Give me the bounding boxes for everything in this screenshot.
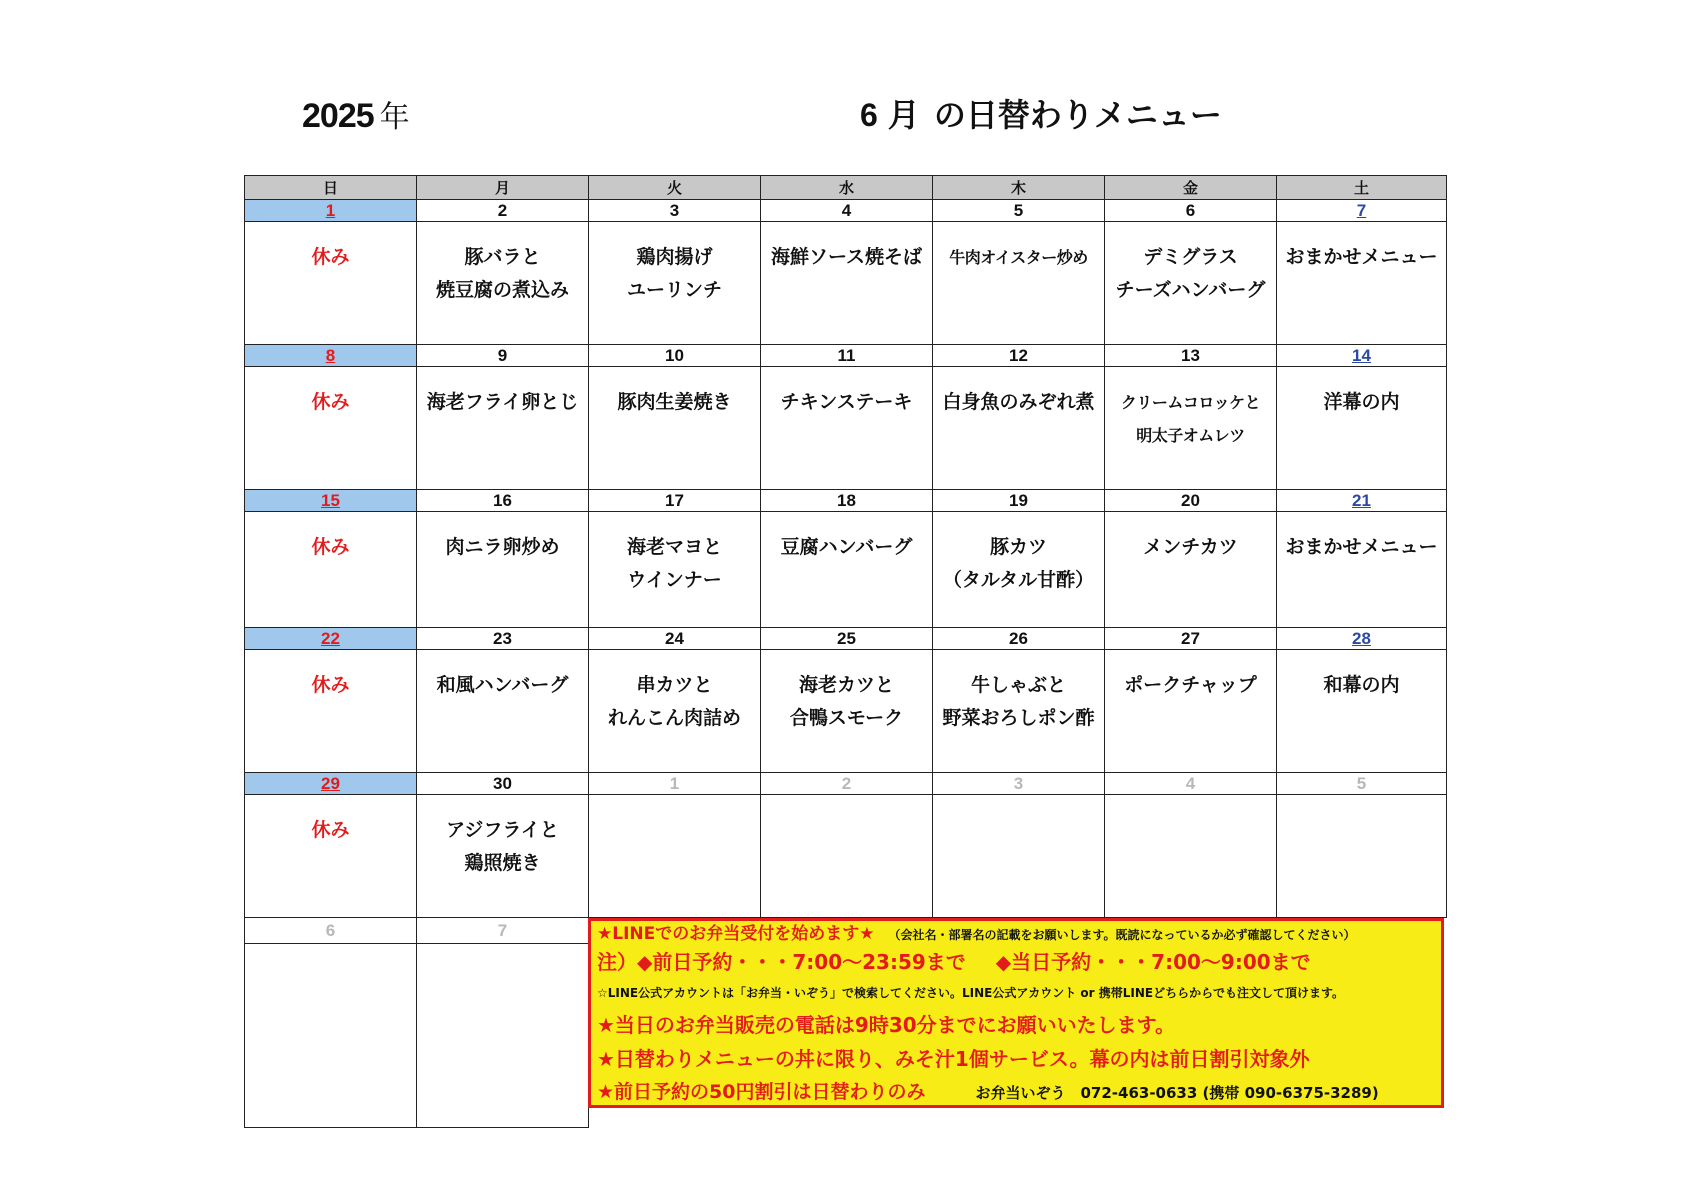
menu-cell — [1105, 795, 1277, 918]
menu-cell — [761, 795, 933, 918]
date-cell: 8 — [245, 345, 417, 367]
menu-text: 豆腐ハンバーグ — [780, 536, 913, 558]
menu-cell — [589, 367, 761, 490]
menu-row — [245, 512, 1447, 628]
date-cell: 18 — [761, 490, 933, 512]
menu-text: 海老カツと — [798, 674, 894, 696]
weekday-mon: 月 — [417, 176, 589, 200]
month-number: 6 — [860, 97, 878, 133]
weekday-thu: 木 — [933, 176, 1105, 200]
menu-text: ウインナー — [627, 569, 722, 591]
date-cell: 24 — [589, 628, 761, 650]
menu-cell — [417, 650, 589, 773]
menu-cell — [933, 795, 1105, 918]
notice-line5: ★日替わりメニューの丼に限り、みそ汁1個サービス。幕の内は前日割引対象外 — [597, 1047, 1310, 1071]
notice-line4: ★当日のお弁当販売の電話は9時30分までにお願いいたします。 — [597, 1013, 1176, 1037]
menu-cell — [1277, 650, 1447, 773]
menu-text: 白身魚のみぞれ煮 — [942, 391, 1095, 413]
shop-contact: お弁当いぞう 072-463-0633 (携帯 090-6375-3289) — [975, 1084, 1379, 1102]
menu-text: 鶏照焼き — [464, 852, 541, 874]
date-cell: 7 — [417, 918, 589, 944]
date-cell: 7 — [1277, 200, 1447, 222]
notice-box — [588, 918, 1444, 1108]
weekday-header-row — [245, 176, 1447, 200]
menu-cell — [589, 512, 761, 628]
date-cell: 14 — [1277, 345, 1447, 367]
menu-text: 明太子オムレツ — [1136, 426, 1245, 445]
page-title — [860, 90, 1222, 136]
menu-text: 焼豆腐の煮込み — [435, 279, 569, 301]
weekday-wed: 水 — [761, 176, 933, 200]
menu-cell — [761, 650, 933, 773]
date-cell: 1 — [245, 200, 417, 222]
notice-line — [597, 946, 1435, 978]
menu-text: 洋幕の内 — [1323, 391, 1400, 413]
menu-cell — [933, 222, 1105, 345]
date-cell: 21 — [1277, 490, 1447, 512]
menu-cell — [589, 650, 761, 773]
menu-cell — [1105, 512, 1277, 628]
date-cell: 20 — [1105, 490, 1277, 512]
date-cell: 12 — [933, 345, 1105, 367]
date-cell: 3 — [589, 200, 761, 222]
menu-text: ポークチャップ — [1124, 674, 1257, 696]
date-cell: 26 — [933, 628, 1105, 650]
date-row — [245, 490, 1447, 512]
menu-cell — [245, 222, 417, 345]
menu-cell — [761, 222, 933, 345]
date-cell: 3 — [933, 773, 1105, 795]
weekday-sun: 日 — [245, 176, 417, 200]
date-cell: 11 — [761, 345, 933, 367]
menu-text: 休み — [311, 391, 350, 413]
menu-row — [245, 650, 1447, 773]
date-cell: 15 — [245, 490, 417, 512]
date-cell: 13 — [1105, 345, 1277, 367]
menu-text: チーズハンバーグ — [1115, 279, 1266, 301]
menu-row — [245, 367, 1447, 490]
date-row — [245, 345, 1447, 367]
date-cell: 2 — [761, 773, 933, 795]
menu-text: 和幕の内 — [1323, 674, 1400, 696]
date-cell: 10 — [589, 345, 761, 367]
notice-line — [597, 1076, 1435, 1108]
menu-text: （タルタル甘酢） — [942, 569, 1095, 591]
notice-line — [597, 923, 1435, 946]
date-cell: 19 — [933, 490, 1105, 512]
menu-cell — [417, 795, 589, 918]
date-cell: 22 — [245, 628, 417, 650]
notice-line2a: 注）◆前日予約・・・7:00～23:59まで — [597, 950, 966, 974]
date-row — [245, 200, 1447, 222]
menu-text: 休み — [311, 819, 350, 841]
year-label — [302, 92, 409, 136]
menu-cell — [761, 512, 933, 628]
menu-text: アジフライと — [446, 819, 559, 841]
menu-cell — [417, 944, 589, 1128]
notice-line6: ★前日予約の50円割引は日替わりのみ — [597, 1081, 926, 1103]
date-cell: 6 — [1105, 200, 1277, 222]
date-cell: 9 — [417, 345, 589, 367]
menu-text: 海老フライ卵とじ — [426, 391, 579, 413]
menu-text: 豚肉生姜焼き — [617, 391, 732, 413]
menu-cell — [245, 512, 417, 628]
date-cell: 4 — [1105, 773, 1277, 795]
menu-text: 合鴨スモーク — [789, 707, 904, 729]
menu-text: デミグラス — [1143, 246, 1238, 268]
menu-cell — [1105, 222, 1277, 345]
date-row — [245, 628, 1447, 650]
date-cell: 30 — [417, 773, 589, 795]
weekday-fri: 金 — [1105, 176, 1277, 200]
date-cell: 25 — [761, 628, 933, 650]
menu-text: チキンステーキ — [780, 391, 913, 413]
notice-line3: ☆LINE公式アカウントは「お弁当・いぞう」で検索してください。LINE公式アカウント or 携帯LINEどちらからでも注文して頂けます。 — [597, 986, 1345, 1000]
menu-text: ユーリンチ — [626, 279, 722, 301]
menu-text: 牛しゃぶと — [970, 674, 1066, 696]
date-cell: 2 — [417, 200, 589, 222]
date-cell: 5 — [1277, 773, 1447, 795]
menu-cell — [245, 650, 417, 773]
menu-cell — [933, 650, 1105, 773]
menu-text: 串カツと — [636, 674, 713, 696]
menu-cell — [1105, 650, 1277, 773]
weekday-sat: 土 — [1277, 176, 1447, 200]
date-cell: 6 — [245, 918, 417, 944]
menu-cell — [417, 367, 589, 490]
menu-text: 休み — [311, 246, 350, 268]
weekday-tue: 火 — [589, 176, 761, 200]
menu-cell — [933, 367, 1105, 490]
date-cell: 17 — [589, 490, 761, 512]
menu-text: メンチカツ — [1143, 536, 1238, 558]
menu-text: 休み — [311, 536, 350, 558]
menu-cell — [589, 795, 761, 918]
menu-text: おまかせメニュー — [1285, 536, 1438, 558]
menu-cell — [1277, 367, 1447, 490]
month-unit: 月 — [887, 96, 920, 134]
menu-text: 海老マヨと — [626, 536, 722, 558]
year-unit: 年 — [379, 100, 409, 135]
menu-cell — [245, 367, 417, 490]
menu-text: 野菜おろしポン酢 — [942, 707, 1095, 729]
menu-text: 鶏肉揚げ — [636, 246, 713, 268]
menu-row — [245, 222, 1447, 345]
menu-cell — [761, 367, 933, 490]
menu-text: れんこん肉詰め — [607, 707, 741, 729]
date-cell: 4 — [761, 200, 933, 222]
menu-text: 牛肉オイスター炒め — [949, 248, 1088, 267]
date-cell: 28 — [1277, 628, 1447, 650]
menu-cell — [1277, 512, 1447, 628]
menu-text: 休み — [311, 674, 350, 696]
date-cell: 1 — [589, 773, 761, 795]
menu-cell — [245, 795, 417, 918]
menu-text: 豚カツ — [989, 536, 1047, 558]
menu-cell — [417, 512, 589, 628]
menu-cell — [1105, 367, 1277, 490]
menu-text: 豚バラと — [464, 246, 541, 268]
date-cell: 23 — [417, 628, 589, 650]
date-cell: 29 — [245, 773, 417, 795]
date-cell: 16 — [417, 490, 589, 512]
menu-cell — [1277, 222, 1447, 345]
menu-text: 肉ニラ卵炒め — [445, 536, 560, 558]
menu-cell — [1277, 795, 1447, 918]
notice-line1-sub: （会社名・部署名の記載をお願いします。既読になっているか必ず確認してください） — [888, 928, 1356, 942]
menu-cell — [417, 222, 589, 345]
menu-text: クリームコロッケと — [1120, 393, 1261, 412]
menu-text: 海鮮ソース焼そば — [770, 246, 923, 268]
menu-text: おまかせメニュー — [1285, 246, 1438, 268]
notice-line2b: ◆当日予約・・・7:00～9:00まで — [995, 950, 1311, 974]
menu-text: 和風ハンバーグ — [436, 674, 569, 696]
menu-cell — [933, 512, 1105, 628]
date-cell: 5 — [933, 200, 1105, 222]
year-number: 2025 — [302, 97, 374, 135]
menu-row — [245, 795, 1447, 918]
date-cell: 27 — [1105, 628, 1277, 650]
menu-cell — [589, 222, 761, 345]
menu-cell — [245, 944, 417, 1128]
notice-line1: ★LINEでのお弁当受付を始めます★ — [597, 924, 875, 944]
date-row — [245, 773, 1447, 795]
title-text: の日替わりメニュー — [933, 96, 1222, 134]
